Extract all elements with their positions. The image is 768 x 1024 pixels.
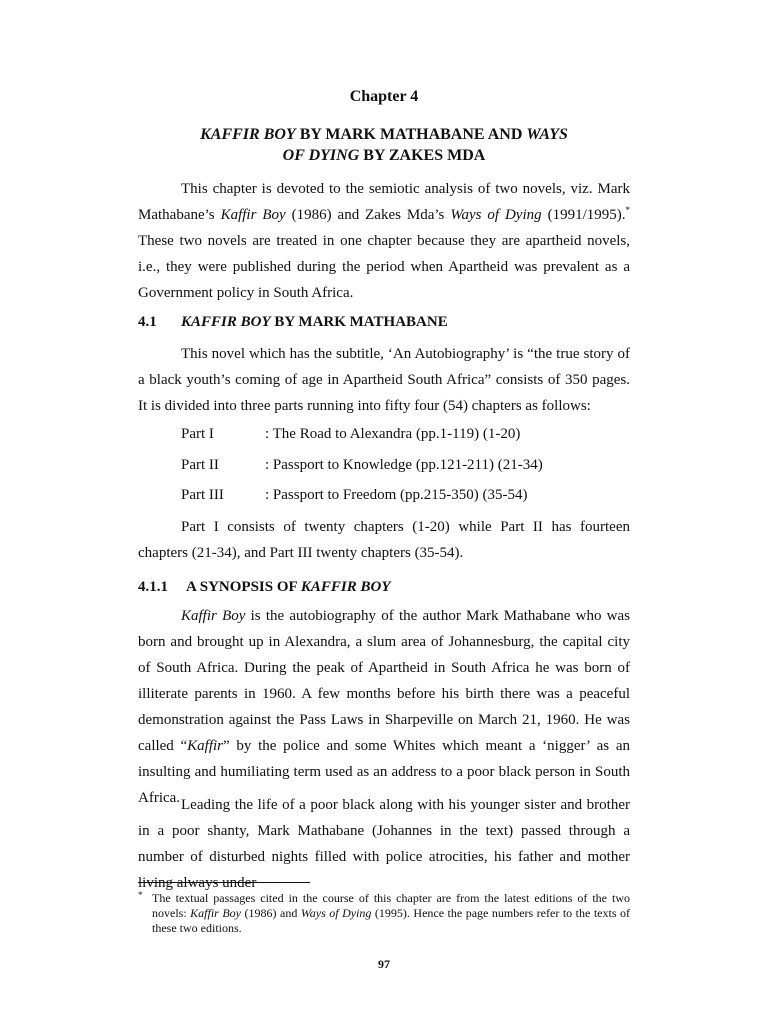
title-author-1: BY MARK MATHABANE AND	[295, 126, 527, 143]
part-row-2	[181, 457, 543, 474]
synopsis-paragraph-1	[138, 603, 630, 811]
title-book-of-dying: OF DYING	[282, 147, 360, 164]
section-title-rest: A SYNOPSIS OF	[186, 579, 301, 595]
section-title-italic: KAFFIR BOY	[300, 579, 391, 595]
chapter-label: Chapter 4	[349, 88, 419, 105]
intro-paragraph	[138, 176, 630, 306]
section-4-1-paragraph-1: This novel which has the subtitle, ‘An Autobiography’ is “the true story of a black youth’s coming of age in Apartheid South Africa” consists of 350 pages. It is divided into three parts running into fifty four (54) chapters as follows:	[138, 346, 630, 414]
title-author-2: BY ZAKES MDA	[359, 147, 486, 164]
section-number: 4.1	[138, 314, 157, 330]
synopsis-paragraph-2: Leading the life of a poor black along with his younger sister and brother in a poor shanty, Mark Mathabane (Johannes in the text) passed through a number of disturbed nights filled with police atrocities, his father and mother living always under	[138, 797, 630, 891]
part-label: Part III	[181, 487, 224, 503]
intro-text-d: These two novels are treated in one chapter because they are apartheid novels, i.e., they were published during the period when Apartheid was prevalent as a Government policy in South Africa.	[138, 233, 630, 301]
part-description: : Passport to Freedom (pp.215-350) (35-54)	[265, 487, 528, 503]
part-label: Part I	[181, 426, 214, 442]
synopsis-text-a: is the autobiography of the author Mark Mathabane who was born and brought up in Alexandra, a slum area of Johannesburg, the capital city of South Africa. During the peak of Apartheid in South Africa he was born of illiterate parents in 1960. A few months before his birth there was a peaceful demonstration against the Pass Laws in Sharpeville on March 21, 1960. He was called “	[138, 608, 630, 754]
part-row-1	[181, 426, 520, 443]
part-row-3	[181, 487, 527, 504]
intro-text-a: This chapter is devoted to the semiotic analysis of two novels, viz. Mark Mathabane’s	[138, 181, 630, 223]
page-number: 97	[378, 957, 390, 971]
footnote	[138, 891, 630, 936]
synopsis-text-b: ” by the police and some Whites which meant a ‘nigger’ as an insulting and humiliating term used as an address to a poor black person in South Africa.	[138, 738, 630, 806]
part-label: Part II	[181, 457, 219, 473]
part-description: : Passport to Knowledge (pp.121-211) (21-34)	[265, 457, 543, 473]
intro-text-b: (1986) and Zakes Mda’s	[285, 207, 451, 223]
section-heading-4-1	[138, 314, 448, 331]
footnote-text	[152, 891, 630, 936]
synopsis-book-title: Kaffir Boy	[181, 608, 246, 624]
footnote-mark: *	[138, 890, 143, 900]
chapter-title	[0, 124, 768, 166]
footnote-text-a: The textual passages cited in the course of this chapter are from the latest editions of the two novels:	[152, 891, 630, 920]
section-heading-4-1-1	[138, 579, 391, 596]
section-title-italic: KAFFIR BOY	[181, 314, 271, 330]
section-4-1-paragraph-2: Part I consists of twenty chapters (1-20) while Part II has fourteen chapters (21-34), and Part III twenty chapters (35-54).	[138, 519, 630, 561]
synopsis-term: Kaffir	[187, 738, 224, 754]
footnote-divider	[138, 882, 310, 883]
intro-book-kaffir-boy: Kaffir Boy	[220, 207, 286, 223]
title-book-ways: WAYS	[526, 126, 568, 143]
footnote-book-kaffir-boy: Kaffir Boy	[190, 906, 242, 920]
footnote-text-c: (1995). Hence the page numbers refer to the texts of these two editions.	[152, 906, 630, 935]
title-book-kaffir-boy: KAFFIR BOY	[200, 126, 296, 143]
footnote-book-ways-of-dying: Ways of Dying	[300, 906, 372, 920]
part-description: : The Road to Alexandra (pp.1-119) (1-20)	[265, 426, 521, 442]
intro-text-c: (1991/1995).	[541, 207, 626, 223]
footnote-text-b: (1986) and	[241, 906, 301, 920]
section-number: 4.1.1	[138, 579, 168, 595]
footnote-reference[interactable]: *	[625, 205, 630, 215]
section-title-rest: BY MARK MATHABANE	[270, 314, 448, 330]
intro-book-ways-of-dying: Ways of Dying	[450, 207, 542, 223]
